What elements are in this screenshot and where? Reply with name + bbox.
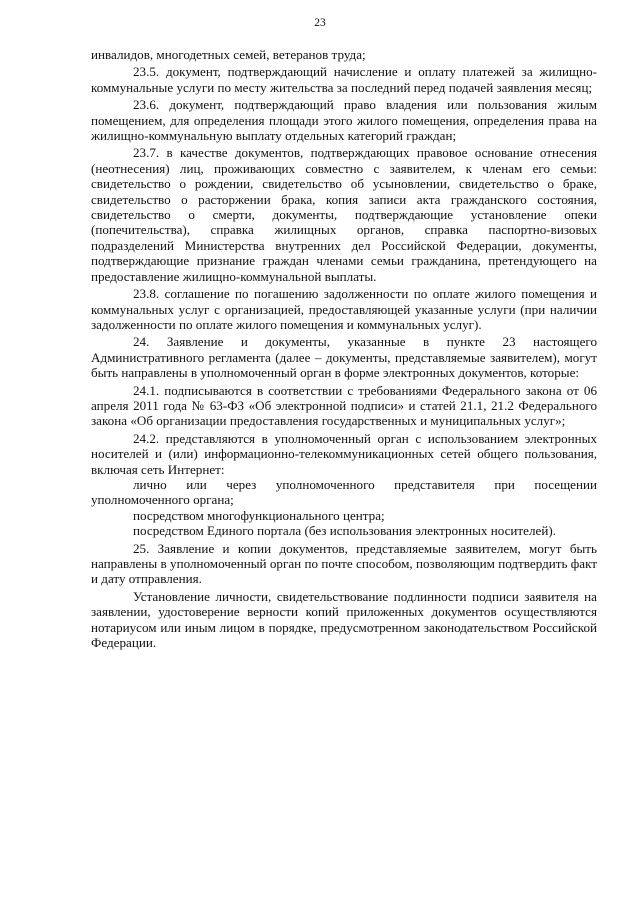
- paragraph-23-7: 23.7. в качестве документов, подтверждающих правовое основание отнесения (неотнесения) лиц, проживающих совместно с заявителем, к членам его семьи: свидетельство о рождении, свидетельство об усыновлении, свидетельство о браке, свидетельство о расторжении брака, копия записи акта гражданского состояния, свидетельство о смерти, документы, подтверждающие установление опеки (попечительства), справка жилищных органов, справка паспортно-визовых подразделений Министерства внутренних дел Российской Федерации, документы, подтверждающие признание граждан членами семьи гражданина, претендующего на предоставление жилищно-коммунальной выплаты.: [91, 145, 597, 284]
- paragraph-24-2: 24.2. представляются в уполномоченный орган с использованием электронных носителей и (или) информационно-телекоммуникационных сетей общего пользования, включая сеть Интернет:: [91, 430, 597, 477]
- paragraph-option-portal: посредством Единого портала (без использования электронных носителей).: [133, 523, 556, 539]
- paragraph-23-5: 23.5. документ, подтверждающий начисление и оплату платежей за жилищно-коммунальные услуги по месту жительства за последний перед подачей заявления месяц;: [91, 64, 597, 95]
- paragraph-option-mfc: посредством многофункционального центра;: [133, 507, 385, 523]
- paragraph-24: 24. Заявление и документы, указанные в пункте 23 настоящего Административного регламента (далее – документы, представляемые заявителем), могут быть направлены в уполномоченный орган в форме электронных документов, которые:: [91, 334, 597, 381]
- paragraph-identity-verification: Установление личности, свидетельствование подлинности подписи заявителя на заявлении, удостоверение верности копий приложенных документов осуществляются нотариусом или иным лицом в порядке, предусмотренном законодательством Российской Федерации.: [91, 588, 597, 651]
- paragraph-25: 25. Заявление и копии документов, представляемые заявителем, могут быть направлены в уполномоченный орган по почте способом, позволяющим подтвердить факт и дату отправления.: [91, 540, 597, 587]
- paragraph-23-8: 23.8. соглашение по погашению задолженности по оплате жилого помещения и коммунальных услуг с организацией, предоставляющей указанные услуги (при наличии задолженности по оплате жилого помещения и коммунальных услуг).: [91, 286, 597, 332]
- paragraph-option-in-person: лично или через уполномоченного представителя при посещении уполномоченного органа;: [91, 476, 597, 508]
- paragraph-23-6: 23.6. документ, подтверждающий право владения или пользования жилым помещением, для определения площади этого жилого помещения, определения права на жилищно-коммунальную выплату отдельных категорий граждан;: [91, 97, 597, 144]
- page-number: 23: [314, 17, 326, 29]
- paragraph-continuation: инвалидов, многодетных семей, ветеранов труда;: [91, 47, 366, 62]
- paragraph-24-1: 24.1. подписываются в соответствии с требованиями Федерального закона от 06 апреля 2011 года № 63-ФЗ «Об электронной подписи» и статей 21.1, 21.2 Федерального закона «Об организации предоставления государственных и муниципальных услуг»;: [91, 382, 597, 429]
- document-body: [91, 47, 597, 650]
